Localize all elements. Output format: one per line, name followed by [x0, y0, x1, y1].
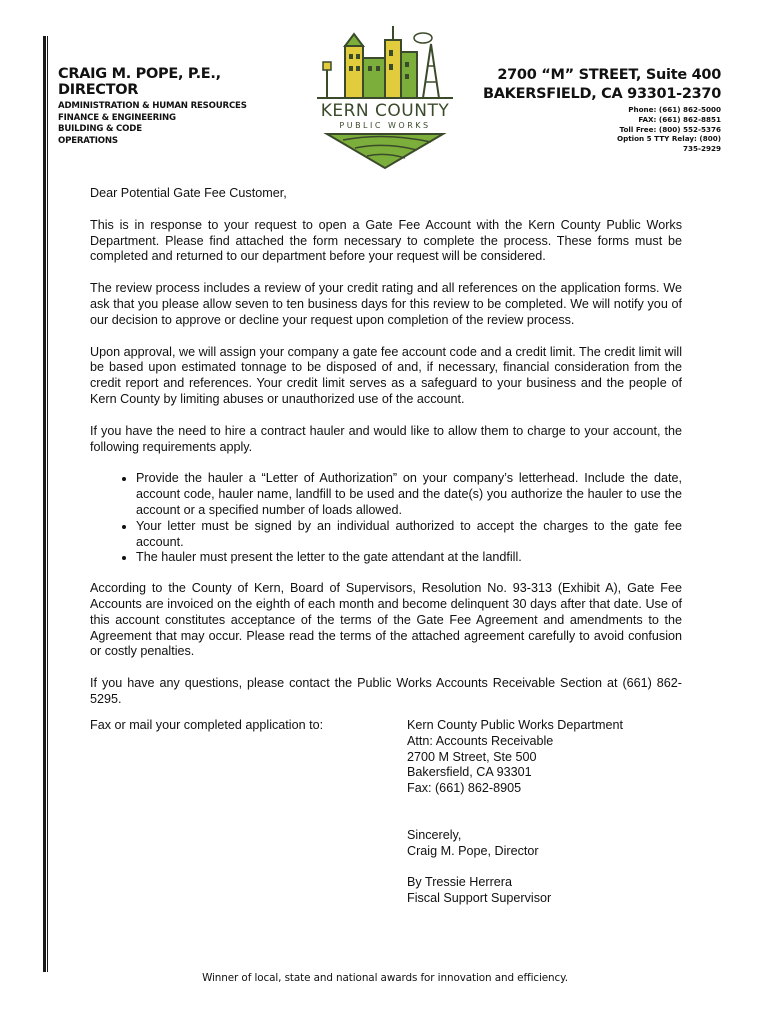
- footer-tagline: Winner of local, state and national awards for innovation and efficiency.: [202, 972, 568, 984]
- list-item: • Provide the hauler a “Letter of Authorization” on your company’s letterhead. Include the date, account code, hauler name, landfill to be used and the date(s) you authorize the hauler to use the account or a specified number of loads allowed.: [136, 471, 682, 518]
- paragraph: If you have the need to hire a contract hauler and would like to allow them to charge to your account, the following requirements apply.: [90, 423, 682, 454]
- department-line: FINANCE & ENGINEERING: [58, 112, 176, 123]
- list-item: • The hauler must present the letter to the gate attendant at the landfill.: [136, 550, 682, 566]
- address-line: Fax: (661) 862-8905: [407, 781, 522, 796]
- paragraph: According to the County of Kern, Board of Supervisors, Resolution No. 93-313 (Exhibit A), Gate Fee Accounts are invoiced on the eighth of each month and become delinquent 30 days after that date. Use of this account constitutes acceptance of the terms of the Gate Fee Agreement and amendments to the Agreement that may occur. Please read the terms of the attached agreement carefully to avoid confusion or costly penalties.: [90, 581, 682, 659]
- list-item: • Your letter must be signed by an individual authorized to accept the charges to the gate fee account.: [136, 519, 682, 551]
- fax-line: FAX: (661) 862-8851: [638, 114, 721, 124]
- street-address: 2700 “M” STREET, Suite 400: [497, 67, 721, 83]
- contact-info: [461, 105, 721, 154]
- toll-free-line: Toll Free: (800) 552-5376: [619, 124, 721, 134]
- department-line: ADMINISTRATION & HUMAN RESOURCES: [58, 101, 247, 111]
- paragraph: Upon approval, we will assign your company a gate fee account code and a credit limit. The credit limit will be based upon estimated tonnage to be disposed of and, if necessary, financial consideration from the credit report and references. Your credit limit serves as a safeguard to your business and the people of Kern County by limiting abuses or unauthorized use of the account.: [90, 344, 682, 406]
- paragraph: This is in response to your request to open a Gate Fee Account with the Kern County Public Works Department. Please find attached the form necessary to complete the process. These forms must be completed and returned to our department before your request will be considered.: [90, 217, 682, 264]
- letterhead-right: [461, 66, 721, 154]
- director-name: CRAIG M. POPE, P.E., DIRECTOR: [58, 66, 221, 98]
- tty-line: Option 5 TTY Relay: (800): [616, 134, 721, 144]
- skyline-icon: [317, 26, 453, 98]
- requirements-list: [90, 471, 682, 566]
- logo-sub-text: PUBLIC WORKS: [339, 121, 431, 130]
- paragraph: If you have any questions, please contact the Public Works Accounts Receivable Section at (661) 862-5295.: [90, 676, 682, 706]
- margin-rule-thin: [47, 36, 48, 972]
- address-line: Attn: Accounts Receivable: [407, 733, 554, 748]
- letterhead-left: [58, 66, 298, 147]
- fields-icon: [327, 134, 443, 168]
- paragraph: The review process includes a review of your credit rating and all references on the application forms. We ask that you please allow seven to ten business days for this review to be completed. We will notify you of our decision to approve or decline your request upon completion of the review process.: [90, 281, 682, 327]
- mailing-address: [407, 718, 623, 797]
- signature-block: [407, 828, 539, 860]
- by-title: Fiscal Support Supervisor: [407, 890, 552, 905]
- fax-mail-label: Fax or mail your completed application to:: [90, 718, 324, 732]
- letter-body: [90, 186, 682, 724]
- address-line: 2700 M Street, Ste 500: [407, 749, 537, 764]
- kern-county-logo: [313, 24, 457, 170]
- logo-name-text: KERN COUNTY: [320, 101, 450, 121]
- margin-rule: [43, 36, 46, 972]
- sincerely: Sincerely,: [407, 828, 462, 842]
- by-line: By Tressie Herrera: [407, 875, 512, 889]
- signer-name: Craig M. Pope, Director: [407, 843, 539, 858]
- phone-line: Phone: (661) 862-5000: [628, 105, 721, 114]
- department-line: BUILDING & CODE: [58, 124, 142, 134]
- department-line: OPERATIONS: [58, 135, 118, 146]
- by-line-block: [407, 875, 551, 907]
- city-address: BAKERSFIELD, CA 93301-2370: [483, 86, 721, 102]
- salutation: Dear Potential Gate Fee Customer,: [90, 186, 287, 200]
- address-line: Bakersfield, CA 93301: [407, 765, 532, 780]
- tty-line-cont: 735-2929: [683, 144, 721, 154]
- address-line: Kern County Public Works Department: [407, 718, 624, 732]
